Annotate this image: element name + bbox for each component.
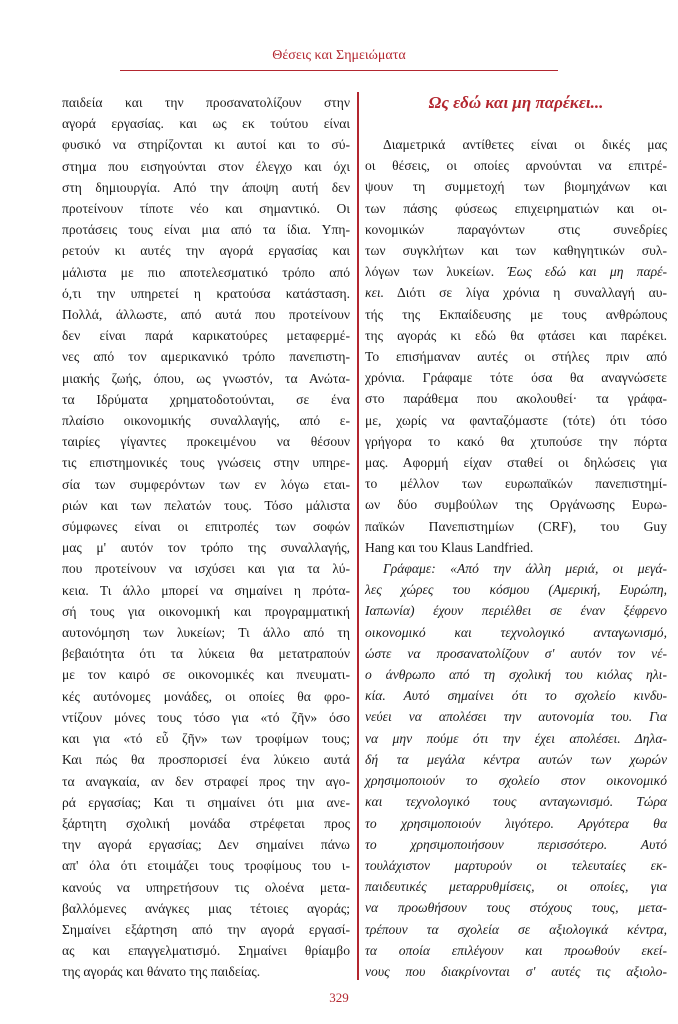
text-line: με τον καιρό σε οικονομικές και πνευματι-	[62, 667, 350, 683]
text-line: και για «τό εὖ ζῆν» των τροφίμων τους;	[62, 731, 350, 747]
text-line: στο παράθεμα που ακολουθεί· τα γράφα-	[365, 391, 667, 407]
text-line: ό,τι την υπηρετεί η κρατούσα κατάσταση.	[62, 285, 350, 301]
quote-line: τα οποία επιλέγουν και προωθούν εκεί-	[365, 942, 667, 958]
text-line: αυτονόμηση των λυκείων; Τι άλλο από τη	[62, 625, 350, 641]
text-line: χρόνια. Γράφαμε τότε όσα θα αναγνώσετε	[365, 370, 667, 386]
text-line: προτείνουν τίποτε νέο και σημαντικό. Οι	[62, 201, 350, 217]
quote-line: να μην πούμε ότι την έχει απολέσει. Δηλα-	[365, 730, 667, 746]
text-line: δεν είναι παρά καρικατούρες μεταφερμέ-	[62, 328, 350, 344]
quote-line: οικονομικό και τεχνολογικό ανταγωνισμό,	[365, 624, 667, 640]
text-line: ρετούν κι αυτές την αγορά εργασίας και	[62, 243, 350, 259]
quote-line: λες χώρες του κόσμου (Αμερική, Ευρώπη,	[365, 582, 667, 598]
quote-line: παιδευτικές μεταρρυθμίσεις, οι οποίες, για	[365, 879, 667, 895]
text-line: Πολλά, άλλωστε, από αυτά που προτείνουν	[62, 307, 350, 323]
text-line: σύμφωνες είναι οι επιτροπές των σοφών	[62, 519, 350, 535]
text-line: ταιρίες γίγαντες προκειμένου να θέσουν	[62, 434, 350, 450]
quote-line: ο άνθρωπο από τη σχολική του κιόλας ηλι-	[365, 667, 667, 683]
text-line: ψουν τη συμμετοχή των βιομηχάνων και	[365, 179, 667, 195]
column-divider	[357, 92, 359, 980]
text-line: ων δύο συμβούλων της Οργάνωσης Ευρω-	[365, 497, 667, 513]
left-column	[62, 92, 350, 983]
text-run: λόγων των λυκείων.	[365, 264, 508, 280]
text-line: αγορά εργασίας. και ως εκ τούτου είναι	[62, 116, 350, 132]
page-number: 329	[329, 990, 349, 1005]
quote-line: νεύει να απολέσει την αυτονομία του. Για	[365, 709, 667, 725]
text-line: στημα που εισηγούνται στον έλεγχο και όχι	[62, 158, 350, 174]
text-line: οι θέσεις, οι οποίες αρνούνται να επιτρέ-	[365, 158, 667, 174]
quote-line: να προωθήσουν τους στόχους τους, μετα-	[365, 900, 667, 916]
text-line: σή τους για οικονομική και προγραμματική	[62, 603, 350, 619]
text-line: κεια. Τι άλλο μπορεί να σημαίνει η πρότα-	[62, 582, 350, 598]
text-line: κονομικών παραγόντων στις συνεδρίες	[365, 221, 667, 237]
text-line: ριών και των πελατών τους. Τόσο μάλιστα	[62, 497, 350, 513]
quote-line: νους που διακρίνονται σ' αυτές τις αξιολο-	[365, 963, 667, 979]
quote-line: τουλάχιστον μαρτυρούν οι τελευταίες εκ-	[365, 857, 667, 873]
text-line: τής της Εκπαίδευσης με τους ανθρώπους	[365, 306, 667, 322]
text-line-last: Hang και του Klaus Landfried.	[365, 539, 534, 555]
text-line: των πάσης φύσεως επιχειρηματιών και οι-	[365, 200, 667, 216]
quote-line: και τεχνολογικό τους ανταγωνισμό. Τώρα	[365, 794, 667, 810]
text-line: το μέλλον των ευρωπαϊκών πανεπιστημί-	[365, 476, 667, 492]
section-title: Ως εδώ και μη παρέκει...	[428, 93, 604, 112]
text-line: των συγκλήτων και των καθηγητικών συλ-	[365, 243, 667, 259]
text-line: ας και επαγγελματισμό. Σημαίνει θρίαμβο	[62, 943, 350, 959]
quote-line: δή τα μεγάλα κέντρα αυτών των χωρών	[365, 751, 667, 767]
text-line: ξάρτητη σχολική μονάδα στρέφεται προς	[62, 815, 350, 831]
text-line: παιδεία και την προσανατολίζουν στην	[62, 95, 350, 110]
header-rule	[120, 70, 558, 71]
text-line: απ' όλα ότι ετοιμάζει τους τροφίμους του ι-	[62, 858, 350, 874]
text-line: τις επιστημονικές τους γνώσεις στην υπηρε-	[62, 455, 350, 471]
quote-line: Ιαπωνία) έχουν περιέλθει σε έναν ξέφρενο	[365, 603, 667, 619]
quote-line: το χρησιμοποιήσουν περισσότερο. Αυτό	[365, 836, 667, 852]
text-line: ρά εργασίας; Και τι σημαίνει ότι μια ανε-	[62, 794, 350, 810]
text-line: τα Ιδρύματα χρηματοδοτούνται, σε ένα	[62, 391, 350, 407]
text-line: μας. Αφορμή είχαν σταθεί οι δηλώσεις για	[365, 455, 667, 471]
text-run: Διότι σε λίγα χρόνια η συναλλαγή αυ-	[384, 285, 667, 301]
text-line: της αγοράς κι εδώ θα φτάσει και παρέκει.	[365, 327, 667, 343]
quote-line: χρησιμοποιούν το σχολείο στον οικονομικό	[365, 773, 667, 789]
text-line: τα αναγκαία, αν δεν στραφεί προς την αγο-	[62, 773, 350, 789]
right-column	[365, 92, 667, 982]
italic-run: κει.	[365, 285, 385, 301]
text-line: κανούς να υπηρετήσουν τις ολοένα μετα-	[62, 879, 350, 895]
text-line: παϊκών Πανεπιστημίων (CRF), του Guy	[365, 518, 667, 534]
quote-line: Γράφαμε: «Από την άλλη μεριά, οι μεγά-	[383, 561, 667, 577]
text-line: με, χωρίς να φανταζόμαστε (τότε) ότι τόσο	[365, 412, 667, 428]
text-line: βεβαιότητα ότι τα λύκεια θα μετατραπούν	[62, 646, 350, 662]
text-line: Και πώς θα προσπορισεί ένα λύκειο αυτά	[62, 752, 350, 768]
text-line: Διαμετρικά αντίθετες είναι οι δικές μας	[383, 137, 667, 152]
text-line: κές αυτόνομες μονάδες, οι οποίες θα φρο-	[62, 688, 350, 704]
text-line: φυσικό να στηρίζονται κι αυτοί και το σύ-	[62, 137, 350, 153]
text-line: που προτείνουν να ισχύσει και για τα λύ-	[62, 561, 350, 577]
text-line: γρήγορα το κακό θα χτυπούσε την πόρτα	[365, 433, 667, 449]
text-line: στη δημιουργία. Από την άποψη αυτή δεν	[62, 179, 350, 195]
text-line-mixed	[365, 261, 667, 282]
text-line: ντίζουν μόνες τους τόσο για «τό ζῆν» όσο	[62, 709, 350, 725]
text-line-last: της αγοράς και θάνατο της παιδείας.	[62, 964, 261, 980]
text-line: σία των συμφερόντων των εν λόγω εται-	[62, 476, 350, 492]
running-title: Θέσεις και Σημειώματα	[272, 48, 406, 63]
italic-run: Έως εδώ και μη παρέ-	[507, 264, 667, 280]
text-line: νες από τον αμερικανικό τρόπο πανεπιστη-	[62, 349, 350, 365]
text-line-mixed	[365, 282, 667, 303]
text-line: πλαίσιο οικονομικής συναλλαγής, από ε-	[62, 413, 350, 429]
text-line: προτάσεις τους είναι μια από τα ίδια. Υπη-	[62, 222, 350, 238]
quote-line: ώστε να προσανατολίζουν σ' αυτόν τον νέ-	[365, 645, 667, 661]
text-line: Το επισήμαναν αυτές οι στήλες πριν από	[365, 349, 667, 365]
quote-line: το χρησιμοποιούν λιγότερο. Αργότερα θα	[365, 815, 667, 831]
text-line: βαλλόμενες ανάγκες μιας τέτοιες αγοράς;	[62, 900, 350, 916]
text-line: μας μ' αυτόν τον τρόπο της συναλλαγής,	[62, 540, 350, 556]
text-line: Σημαίνει εξάρτηση από την αγορά εργασί-	[62, 921, 350, 937]
text-line: μάλιστα με πιο αποτελεσματικό τρόπο από	[62, 264, 350, 280]
text-line: την αγορά εργασίας; Δεν σημαίνει πάνω	[62, 837, 350, 853]
text-line: μιακής ζωής, όπου, ως γνωστόν, τα Ανώτα-	[62, 370, 350, 386]
quote-line: τρέπουν τα σχολεία σε αξιολογικά κέντρα,	[365, 921, 667, 937]
quote-line: κία. Αυτό σημαίνει ότι το σχολείο κινδυ-	[365, 688, 667, 704]
